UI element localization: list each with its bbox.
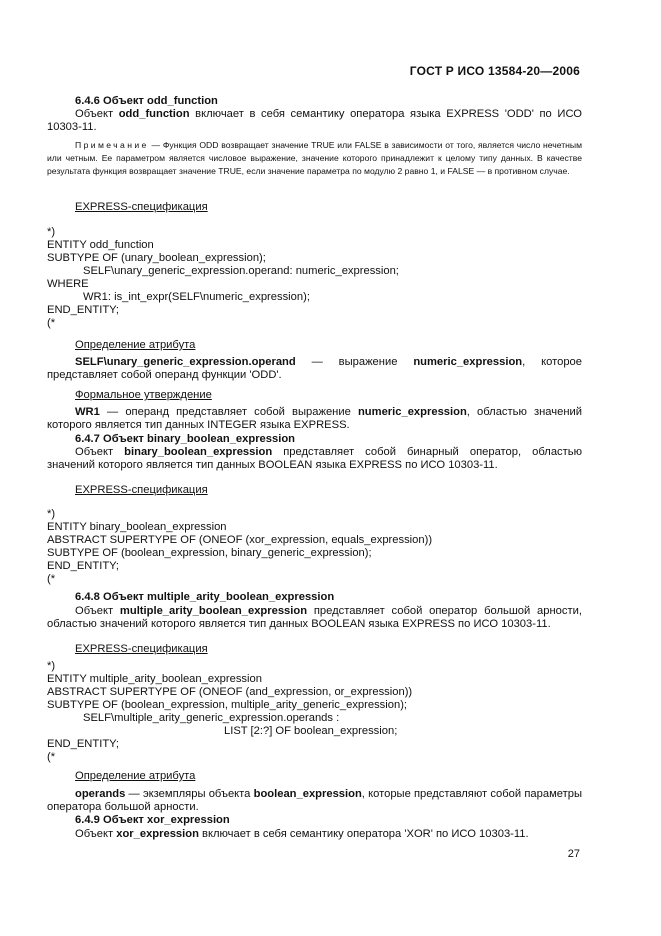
paragraph-odd-function: Объект odd_function включает в себя семантику оператора языка EXPRESS 'ODD' по ИСО 10303-11. — [47, 108, 582, 133]
code-line: ENTITY odd_function — [47, 239, 154, 251]
express-spec-title: EXPRESS-спецификация — [75, 484, 208, 496]
code-line: END_ENTITY; — [47, 304, 120, 316]
code-line: *) — [47, 508, 56, 520]
code-block-multiple-arity — [47, 660, 412, 764]
code-line: ABSTRACT SUPERTYPE OF (ONEOF (xor_expression, equals_expression)) — [47, 534, 433, 546]
attribute-definition-text: operands — экземпляры объекта boolean_expression, которые представляют собой параметры оператора большой арности. — [47, 788, 583, 813]
section-heading-6-4-7: 6.4.7 Объект binary_boolean_expression — [75, 433, 295, 445]
section-heading-6-4-8: 6.4.8 Объект multiple_arity_boolean_expression — [75, 591, 335, 603]
attribute-definition-title: Определение атрибута — [75, 339, 196, 351]
paragraph-binary-boolean: Объект binary_boolean_expression представляет собой бинарный оператор, областью значений которого является тип данных BOOLEAN языка EXPRESS по ИСО 10303-11. — [47, 446, 582, 471]
code-line: *) — [47, 226, 56, 238]
paragraph-xor-expression: Объект xor_expression включает в себя семантику оператора 'XOR' по ИСО 10303-11. — [75, 828, 529, 840]
code-line: SUBTYPE OF (boolean_expression, binary_generic_expression); — [47, 547, 372, 559]
document-header: ГОСТ Р ИСО 13584-20—2006 — [409, 64, 580, 78]
page-number: 27 — [567, 848, 580, 860]
code-block-binary-boolean — [47, 508, 432, 586]
attribute-definition-text: SELF\unary_generic_expression.operand — выражение numeric_expression, которое представляет собой операнд функции 'ODD'. — [47, 356, 583, 381]
formal-statement-text: WR1 — операнд представляет собой выражение numeric_expression, областью значений которого является тип данных INTEGER языка EXPRESS. — [47, 406, 582, 431]
code-line: SELF\multiple_arity_generic_expression.operands : — [83, 712, 340, 724]
code-line: *) — [47, 660, 56, 672]
code-line: (* — [47, 317, 56, 329]
code-line: WR1: is_int_expr(SELF\numeric_expression); — [83, 291, 310, 303]
code-line: END_ENTITY; — [47, 738, 120, 750]
code-line: SELF\unary_generic_expression.operand: numeric_expression; — [83, 265, 399, 277]
code-line: SUBTYPE OF (unary_boolean_expression); — [47, 252, 266, 264]
code-line: ENTITY multiple_arity_boolean_expression — [47, 673, 262, 685]
section-heading-6-4-6: 6.4.6 Объект odd_function — [75, 95, 218, 107]
paragraph-multiple-arity: Объект multiple_arity_boolean_expression представляет собой оператор большой арности, областью значений которого является тип данных BOOLEAN языка EXPRESS по ИСО 10303-11. — [47, 605, 582, 630]
formal-statement-title: Формальное утверждение — [75, 389, 212, 401]
code-line: LIST [2:?] OF boolean_expression; — [224, 725, 398, 737]
express-spec-title: EXPRESS-спецификация — [75, 201, 208, 213]
code-block-odd-function — [47, 226, 399, 330]
code-line: (* — [47, 751, 56, 763]
section-heading-6-4-9: 6.4.9 Объект xor_expression — [75, 814, 230, 826]
code-line: END_ENTITY; — [47, 560, 120, 572]
code-line: SUBTYPE OF (boolean_expression, multiple_arity_generic_expression); — [47, 699, 408, 711]
express-spec-title: EXPRESS-спецификация — [75, 643, 208, 655]
code-line: (* — [47, 573, 56, 585]
code-line: ENTITY binary_boolean_expression — [47, 521, 227, 533]
code-line: WHERE — [47, 278, 89, 290]
note-odd-function: Примечание — Функция ODD возвращает значение TRUE или FALSE в зависимости от того, является число нечетным или четным. Ее параметром является числовое выражение, значение которого принадлежит к целому типу данных. В качестве результата функция возвращает значение TRUE, если значение параметра по модулю 2 равно 1, и FALSE — в противном случае. — [47, 140, 582, 176]
attribute-definition-title: Определение атрибута — [75, 770, 196, 782]
code-line: ABSTRACT SUPERTYPE OF (ONEOF (and_expression, or_expression)) — [47, 686, 413, 698]
